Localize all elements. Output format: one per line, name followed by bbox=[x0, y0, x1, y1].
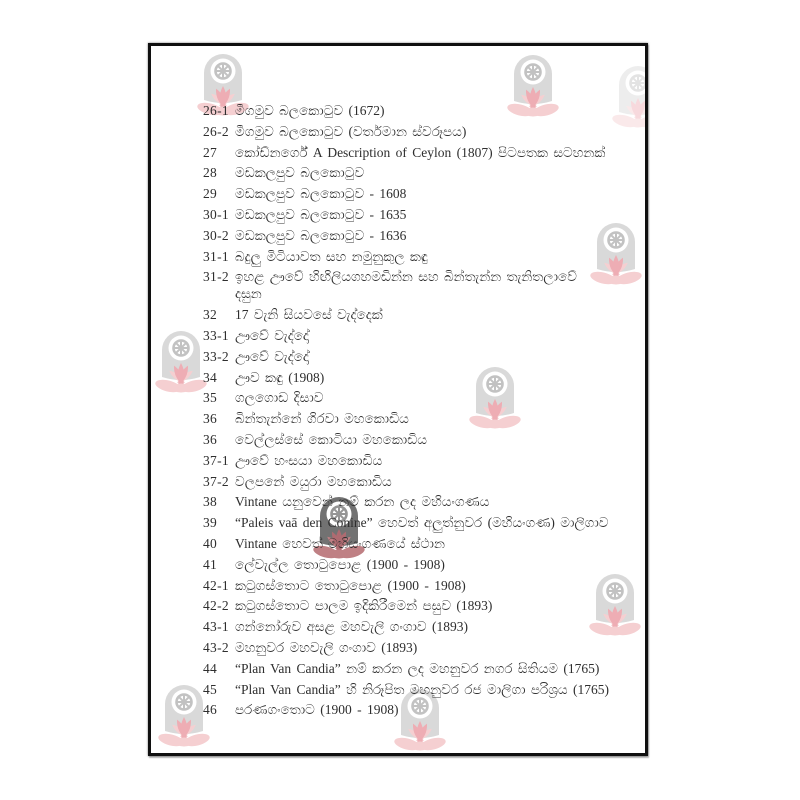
toc-entry bbox=[203, 618, 639, 635]
entry-text: බින්තැන්නේ ගිරවා මහකොඩිය bbox=[235, 411, 409, 427]
entry-text: ඌව කඳු (1908) bbox=[235, 369, 325, 385]
entry-text: වලපනේ මයුරා මහකොඩිය bbox=[235, 473, 392, 489]
entry-text: මඩකලපුව බලකොටුව - 1608 bbox=[235, 186, 407, 202]
entry-text: පරණගංතොට (1900 - 1908) bbox=[235, 702, 399, 718]
toc-entry bbox=[203, 535, 639, 552]
entry-text: “Plan Van Candia” නම් කරන ලද මහනුවර නගර සිතියම (1765) bbox=[235, 660, 600, 676]
entry-text: කෝඩ්නර්ගේ A Description of Ceylon (1807) පිටපතක සටහනක් bbox=[235, 144, 606, 160]
entry-number: 27 bbox=[203, 144, 218, 160]
entry-number: 39 bbox=[203, 515, 218, 531]
entry-number: 46 bbox=[203, 702, 218, 718]
toc-entry bbox=[203, 123, 639, 140]
entry-number: 35 bbox=[203, 390, 218, 406]
entry-number: 30-1 bbox=[203, 206, 229, 222]
entry-number: 32 bbox=[203, 307, 218, 323]
toc-entry bbox=[203, 306, 639, 323]
entry-number: 28 bbox=[203, 165, 218, 181]
toc-entry bbox=[203, 227, 639, 244]
toc-entry bbox=[203, 102, 639, 119]
toc-entry bbox=[203, 556, 639, 573]
entry-text: කටුගස්තොට තොටුපොළ (1900 - 1908) bbox=[235, 577, 466, 593]
toc-entry bbox=[203, 164, 639, 181]
toc-entry bbox=[203, 144, 639, 161]
entry-text: ගලගොඩ දිසාව bbox=[235, 390, 324, 406]
toc-entry bbox=[203, 410, 639, 427]
stupa-wheel-lotus-watermark bbox=[153, 323, 209, 393]
entry-number: 36 bbox=[203, 431, 218, 447]
entry-text: මහනුවර මහවැලි ගංගාව (1893) bbox=[235, 639, 418, 655]
entry-number: 34 bbox=[203, 369, 218, 385]
entry-number: 29 bbox=[203, 186, 218, 202]
entry-number: 30-2 bbox=[203, 227, 229, 243]
toc-entry bbox=[203, 431, 639, 448]
entry-number: 26-2 bbox=[203, 123, 229, 139]
entry-number: 37-2 bbox=[203, 473, 229, 489]
entry-text: මීගමුව බලකොටුව (වර්තමාන ස්වරූපය) bbox=[235, 123, 467, 139]
entry-number: 45 bbox=[203, 681, 218, 697]
entry-number: 40 bbox=[203, 535, 218, 551]
entry-text: ඌවේ වැද්දෝ bbox=[235, 348, 309, 364]
toc-entry bbox=[203, 248, 639, 265]
toc-entry bbox=[203, 185, 639, 202]
toc-entry bbox=[203, 701, 639, 718]
entry-number: 43-1 bbox=[203, 619, 229, 635]
entry-number: 31-2 bbox=[203, 269, 229, 285]
entry-number: 26-1 bbox=[203, 103, 229, 118]
entry-number: 33-1 bbox=[203, 327, 229, 343]
entry-text: ගන්නෝරුව අසළ මහවැලි ගංගාව (1893) bbox=[235, 619, 469, 635]
toc-entry bbox=[203, 369, 639, 386]
toc-entry bbox=[203, 597, 639, 614]
entry-text: වෙල්ලස්සේ කොටියා මහකොඩිය bbox=[235, 431, 427, 447]
toc-entry bbox=[203, 493, 639, 510]
entry-text: බදුලු මිටියාවත සහ නමුනුකුල කඳු bbox=[235, 248, 428, 264]
toc-entry bbox=[203, 514, 639, 531]
entry-number: 33-2 bbox=[203, 348, 229, 364]
entry-text: මඩකලපුව බලකොටුව - 1636 bbox=[235, 227, 407, 243]
entry-text: මඩකලපුව බලකොටුව - 1635 bbox=[235, 206, 407, 222]
toc-entry bbox=[203, 389, 639, 406]
document-page bbox=[148, 43, 648, 756]
toc-entry bbox=[203, 639, 639, 656]
entry-number: 38 bbox=[203, 494, 218, 510]
toc-entry bbox=[203, 660, 639, 677]
toc-entry bbox=[203, 577, 639, 594]
entry-text: ලේවැල්ල තොටුපොළ (1900 - 1908) bbox=[235, 556, 445, 572]
entry-number: 42-2 bbox=[203, 598, 229, 614]
entry-number: 36 bbox=[203, 411, 218, 427]
entry-number: 31-1 bbox=[203, 248, 229, 264]
toc-entry bbox=[203, 206, 639, 223]
entry-text: මීගමුව බලකොටුව (1672) bbox=[235, 103, 385, 118]
entry-text: ඌවේ වැද්දෝ bbox=[235, 327, 309, 343]
toc-entry bbox=[203, 327, 639, 344]
entry-text: 17 වැනි සියවසේ වැද්දෙක් bbox=[235, 307, 383, 323]
toc-entry bbox=[203, 473, 639, 490]
entry-text: Vintane යනුවෙන් නම් කරන ලද මහියංගණය bbox=[235, 494, 490, 510]
entry-number: 42-1 bbox=[203, 577, 229, 593]
entry-text: Vintane හෙවත් මහියංගණයේ ස්ථාන bbox=[235, 535, 445, 551]
entry-number: 44 bbox=[203, 660, 218, 676]
toc-entry bbox=[203, 452, 639, 469]
toc-entry bbox=[203, 681, 639, 698]
plate-list bbox=[203, 102, 639, 722]
entry-text: ඉහළ ඌවේ හිඟිලියගහමඩින්න සහ බින්තැන්න තැනිතලාවේ දසුන bbox=[235, 269, 577, 302]
entry-text: ඌවේ හංසයා මහකොඩිය bbox=[235, 452, 383, 468]
entry-number: 41 bbox=[203, 556, 218, 572]
entry-number: 37-1 bbox=[203, 452, 229, 468]
entry-text: “Paleis vaā den Conine” හෙවත් අලුත්නුවර (මහියංගණ) මාලිගාව bbox=[235, 515, 609, 531]
entry-number: 43-2 bbox=[203, 639, 229, 655]
toc-entry bbox=[203, 268, 639, 302]
entry-text: මඩකලපුව බලකොටුව bbox=[235, 165, 365, 181]
entry-text: “Plan Van Candia” හි නිරූපිත මහනුවර රජ මාලිගා පරිශ්‍රය (1765) bbox=[235, 681, 609, 697]
toc-entry bbox=[203, 348, 639, 365]
entry-text: කටුගස්තොට පාලම ඉදිකිරීමෙන් පසුව (1893) bbox=[235, 598, 493, 614]
